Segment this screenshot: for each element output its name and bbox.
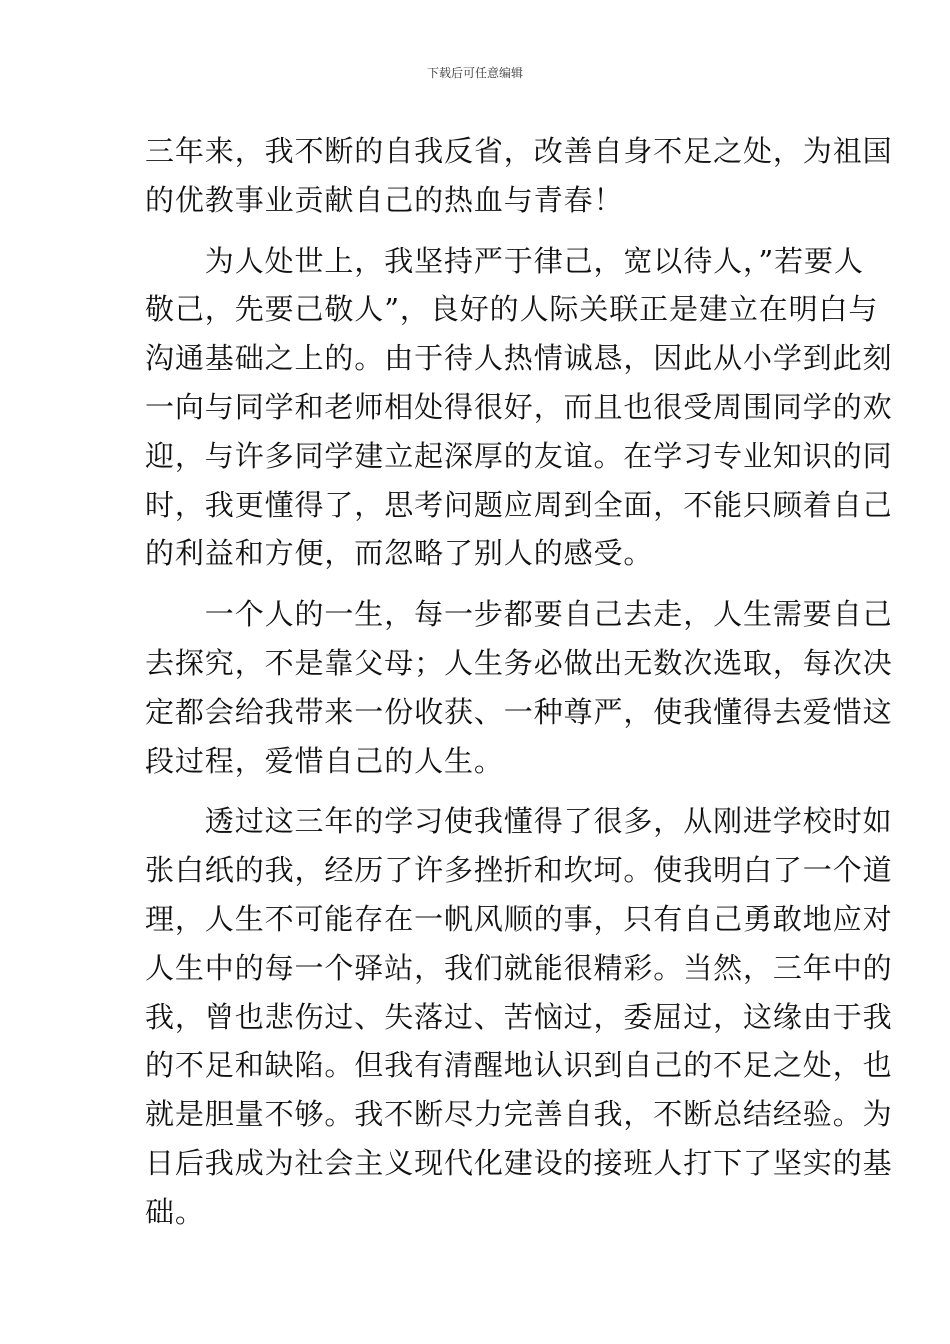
text-line: 透过这三年的学习使我懂得了很多，从刚进学校时如 [145,804,893,839]
text-line: 理，人生不可能存在一帆风顺的事，只有自己勇敢地应对 [145,901,893,936]
text-line: 张白纸的我，经历了许多挫折和坎坷。使我明白了一个道 [145,853,893,888]
text-line: 为人处世上，我坚持严于律己，宽以待人，”若要人 [145,243,864,278]
text-line: 的优教事业贡献自己的热血与青春！ [145,182,624,217]
text-line: 时，我更懂得了，思考问题应周到全面，不能只顾着自己 [145,487,893,522]
text-line: 三年来，我不断的自我反省，改善自身不足之处，为祖国 [145,134,893,168]
text-line: 人生中的每一个驿站，我们就能很精彩。当然，三年中的 [145,950,893,985]
text-line: 的不足和缺陷。但我有清醒地认识到自己的不足之处，也 [145,1048,893,1083]
text-line: 段过程，爱惜自己的人生。 [145,743,504,778]
paragraph-4 [145,797,893,1236]
paragraph-3 [145,590,893,785]
text-line: 的利益和方便，而忽略了别人的感受。 [145,536,654,571]
paragraph-2 [145,237,893,579]
text-line: 日后我成为社会主义现代化建设的接班人打下了坚实的基 [145,1145,893,1180]
text-line: 一个人的一生，每一步都要自己去走，人生需要自己 [145,597,893,632]
text-line: 沟通基础之上的。由于待人热情诚恳，因此从小学到此刻 [145,341,893,376]
text-line: 一向与同学和老师相处得很好，而且也很受周围同学的欢 [145,389,893,424]
text-line: 就是胆量不够。我不断尽力完善自我，不断总结经验。为 [145,1097,893,1132]
document-body [145,127,893,1237]
text-line: 敬己，先要己敬人”，良好的人际关联正是建立在明白与 [145,292,879,327]
paragraph-1 [145,127,893,225]
text-line: 定都会给我带来一份收获、一种尊严，使我懂得去爱惜这 [145,694,893,729]
page-header: 下载后可任意编辑 [426,66,523,80]
text-line: 去探究，不是靠父母；人生务必做出无数次选取，每次决 [145,645,893,680]
text-line: 我，曾也悲伤过、失落过、苦恼过，委屈过，这缘由于我 [145,999,893,1034]
text-line: 迎，与许多同学建立起深厚的友谊。在学习专业知识的同 [145,438,893,473]
text-line: 础。 [145,1194,205,1229]
